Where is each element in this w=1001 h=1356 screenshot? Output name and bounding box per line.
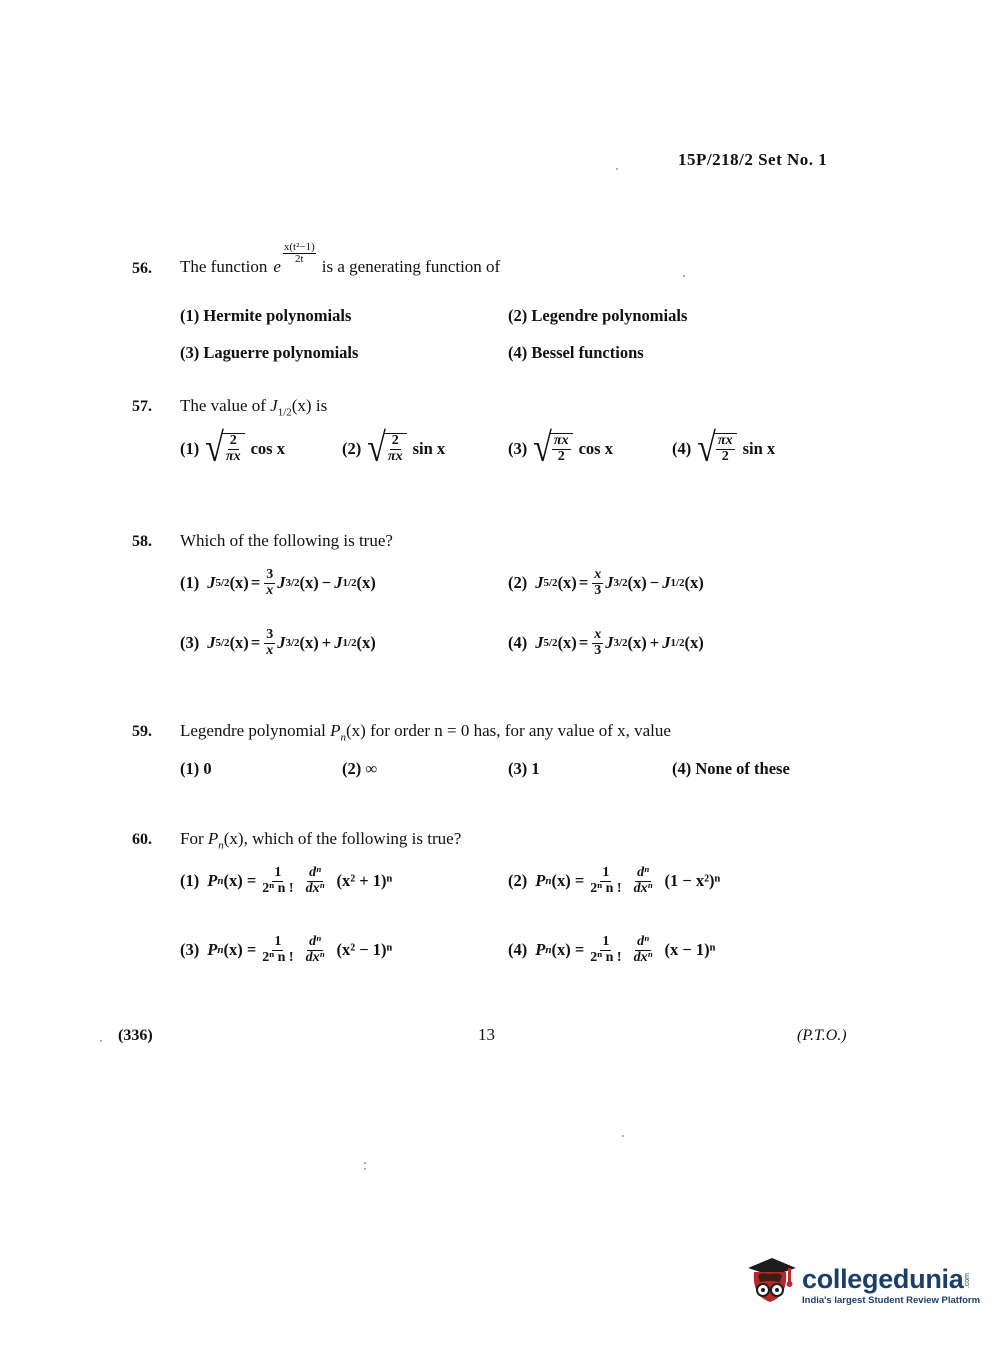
q59-pre: Legendre polynomial: [180, 721, 326, 740]
q60-option-1[interactable]: [180, 866, 392, 896]
q59-option-3[interactable]: (3) 1: [508, 759, 540, 778]
q58-o2-lhs: J: [535, 573, 544, 593]
q58-label-3: (3): [180, 633, 200, 653]
q60-label-4: (4): [508, 940, 528, 960]
q60-o4-lhs-x: (x) =: [551, 940, 585, 960]
q57-o3-num: πx: [553, 433, 569, 449]
q59-px: (x): [346, 721, 366, 740]
q60-post: which of the following is true?: [252, 829, 462, 848]
q57-o3-den: 2: [557, 449, 565, 464]
q58-o2-lhs-sub: 5/2: [543, 577, 558, 590]
q56-option-1[interactable]: (1) Hermite polynomials: [180, 306, 352, 325]
q60-o3-dd: dxⁿ: [305, 949, 325, 965]
q60-number: 60.: [132, 831, 152, 848]
q56-option-4[interactable]: (4) Bessel functions: [508, 343, 644, 362]
q58-o2-lhs-x: (x): [557, 573, 577, 593]
q59-p: P: [330, 721, 341, 740]
q57-o3-sqrt: √ $\frac{\pi x}{2}$: [533, 432, 572, 466]
q58-o3-t2: J: [334, 633, 343, 653]
q56-base: e: [273, 257, 281, 276]
q57-o4-func: sin x: [742, 439, 776, 458]
q57-option-2[interactable]: [342, 426, 446, 471]
q60-o1-lhs-x: (x) =: [223, 871, 257, 891]
pto-note: (P.T.O.): [797, 1027, 847, 1044]
q58-o4-t2: J: [662, 633, 671, 653]
q60-o2-cd: 2ⁿ n !: [590, 880, 622, 896]
q57-number: 57.: [132, 398, 152, 415]
q60-o3-tail: (x² − 1)ⁿ: [336, 940, 393, 960]
booklet-code: (336): [118, 1027, 153, 1044]
q58-option-2[interactable]: [508, 568, 704, 598]
q58-o2-fn: x: [594, 567, 602, 582]
q57-o2-num: 2: [391, 433, 399, 449]
q58-stem: Which of the following is true?: [180, 531, 393, 550]
q60-o3-cd: 2ⁿ n !: [262, 949, 294, 965]
q58-option-1[interactable]: [180, 568, 376, 598]
q58-o1-fd: x: [266, 582, 274, 598]
q58-o4-lhs: J: [535, 633, 544, 653]
q60-o1-dn: dⁿ: [309, 865, 321, 880]
q58-o4-eq: =: [578, 633, 589, 653]
q58-o1-t2: J: [334, 573, 343, 593]
q58-o3-fn: 3: [266, 627, 274, 642]
q58-option-4[interactable]: [508, 628, 704, 658]
q59-psub: n: [340, 731, 347, 744]
q58-o3-lhs: J: [207, 633, 216, 653]
q57-option-4[interactable]: [672, 426, 776, 471]
q60-o1-cn: 1: [274, 865, 282, 880]
q60-option-2[interactable]: [508, 866, 720, 896]
q60-o4-dd: dxⁿ: [633, 949, 653, 965]
q60-o3-dn: dⁿ: [309, 934, 321, 949]
q58-o4-lhs-x: (x): [557, 633, 577, 653]
q56-post: is a generating function of: [321, 257, 501, 276]
q57-o2-func: sin x: [412, 439, 446, 458]
q58-o4-t1-sub: 3/2: [613, 637, 628, 650]
q57-post: is: [315, 396, 328, 415]
q60-o4-cd: 2ⁿ n !: [590, 949, 622, 965]
logo-tagline: India's largest Student Review Platform: [802, 1295, 981, 1306]
q57-label-4: (4): [672, 439, 692, 458]
q60-o1-tail: (x² + 1)ⁿ: [336, 871, 393, 891]
q57-o3-func: cos x: [578, 439, 613, 458]
q57-o2-sqrt: √ $\frac{2}{\pi x}$: [367, 432, 406, 466]
q58-o4-op: +: [649, 633, 660, 653]
q60-o1-dd: dxⁿ: [305, 880, 325, 896]
q57-arg: (x): [291, 396, 312, 415]
q56-exp-num: x(t²−1): [283, 241, 315, 253]
q60-p: P: [207, 829, 219, 848]
q56-exp-den: 2t: [295, 253, 304, 265]
q60-px: (x),: [223, 829, 248, 848]
q58-o3-t2-x: (x): [356, 633, 376, 653]
q57-o1-den: πx: [225, 449, 241, 464]
q58-label-1: (1): [180, 573, 200, 593]
q56-pre: The function: [180, 257, 268, 276]
q60-o4-dn: dⁿ: [637, 934, 649, 949]
q58-o1-op: −: [321, 573, 332, 593]
q60-o3-lhs-sub: n: [217, 944, 224, 957]
q60-o2-lhs: P: [535, 871, 546, 891]
q60-o2-dn: dⁿ: [637, 865, 649, 880]
q58-o1-t1: J: [277, 573, 286, 593]
collegedunia-logo[interactable]: [742, 1252, 980, 1310]
q60-o2-cn: 1: [602, 865, 610, 880]
q58-o3-t1: J: [277, 633, 286, 653]
q58-o2-t2-x: (x): [684, 573, 704, 593]
q57-o1-func: cos x: [250, 439, 285, 458]
q59-number: 59.: [132, 723, 152, 740]
q60-o3-lhs-x: (x) =: [223, 940, 257, 960]
q58-o4-t2-sub: 1/2: [670, 637, 685, 650]
q57-o4-num: πx: [717, 433, 733, 449]
q58-o1-t1-sub: 3/2: [285, 577, 300, 590]
q58-number: 58.: [132, 533, 152, 550]
q57-pre: The value of: [180, 396, 266, 415]
q58-o2-op: −: [649, 573, 660, 593]
q58-o2-t1-sub: 3/2: [613, 577, 628, 590]
q58-o1-lhs: J: [207, 573, 216, 593]
q60-option-4[interactable]: [508, 935, 715, 965]
q57-sub: 1/2: [277, 406, 292, 419]
q60-o2-dd: dxⁿ: [633, 880, 653, 896]
q57-label-2: (2): [342, 439, 362, 458]
q58-o3-eq: =: [250, 633, 261, 653]
q60-o1-lhs-sub: n: [217, 875, 224, 888]
q58-o4-t1-x: (x): [627, 633, 647, 653]
q58-o3-t1-x: (x): [299, 633, 319, 653]
q57-o1-sqrt: √ $\frac{2}{\pi x}$: [205, 432, 244, 466]
q60-o4-lhs-sub: n: [545, 944, 552, 957]
q60-label-2: (2): [508, 871, 528, 891]
q58-o1-eq: =: [250, 573, 261, 593]
q60-label-1: (1): [180, 871, 200, 891]
q58-option-3[interactable]: [180, 628, 376, 658]
q60-o4-lhs: P: [535, 940, 546, 960]
q58-o4-fd: 3: [594, 642, 602, 658]
q58-o3-fd: x: [266, 642, 274, 658]
q58-o2-fd: 3: [594, 582, 602, 598]
q58-o3-t1-sub: 3/2: [285, 637, 300, 650]
q59-option-1[interactable]: (1) 0: [180, 759, 212, 778]
q60-option-3[interactable]: [180, 935, 392, 965]
q58-o1-fn: 3: [266, 567, 274, 582]
q57-o2-den: πx: [387, 449, 403, 464]
q57-o4-den: 2: [721, 449, 729, 464]
q60-o4-tail: (x − 1)ⁿ: [664, 940, 716, 960]
page-number: 13: [478, 1025, 495, 1044]
q58-o4-lhs-sub: 5/2: [543, 637, 558, 650]
q58-o3-op: +: [321, 633, 332, 653]
q57-label-1: (1): [180, 439, 200, 458]
q60-o1-lhs: P: [207, 871, 218, 891]
q60-stem: [180, 829, 461, 851]
q58-o2-t1: J: [605, 573, 614, 593]
q60-psub: n: [218, 839, 224, 852]
q58-o2-t2: J: [662, 573, 671, 593]
q56-option-2[interactable]: (2) Legendre polynomials: [508, 306, 688, 325]
q60-o2-lhs-sub: n: [545, 875, 552, 888]
q58-o1-lhs-sub: 5/2: [215, 577, 230, 590]
q60-o4-cn: 1: [602, 934, 610, 949]
q60-o3-lhs: P: [207, 940, 218, 960]
q57-o4-sqrt: √ $\frac{\pi x}{2}$: [697, 432, 736, 466]
q58-o2-t2-sub: 1/2: [670, 577, 685, 590]
q58-o1-t1-x: (x): [299, 573, 319, 593]
q58-o3-lhs-sub: 5/2: [215, 637, 230, 650]
q58-o4-t2-x: (x): [684, 633, 704, 653]
q58-o4-t1: J: [605, 633, 614, 653]
mascot-icon: [742, 1252, 800, 1310]
q57-func: J: [270, 396, 278, 415]
q56-number: 56.: [132, 260, 152, 277]
q58-o4-fn: x: [594, 627, 602, 642]
q59-stem: [180, 721, 671, 743]
q57-stem: [180, 396, 327, 418]
q58-o1-lhs-x: (x): [229, 573, 249, 593]
q56-exponent: [283, 242, 316, 265]
q58-o3-t2-sub: 1/2: [342, 637, 357, 650]
q60-label-3: (3): [180, 940, 200, 960]
q60-o2-tail: (1 − x²)ⁿ: [664, 871, 721, 891]
q58-o3-lhs-x: (x): [229, 633, 249, 653]
q56-stem: [180, 242, 500, 277]
q57-option-1[interactable]: [180, 426, 285, 471]
q58-o1-t2-sub: 1/2: [342, 577, 357, 590]
q60-pre: For: [180, 829, 204, 848]
q59-option-2[interactable]: (2) ∞: [342, 759, 378, 778]
q58-o2-eq: =: [578, 573, 589, 593]
q58-label-4: (4): [508, 633, 528, 653]
q57-label-3: (3): [508, 439, 528, 458]
q57-option-3[interactable]: [508, 426, 613, 471]
q60-o1-cd: 2ⁿ n !: [262, 880, 294, 896]
q58-o2-t1-x: (x): [627, 573, 647, 593]
paper-code: 15P/218/2 Set No. 1: [678, 150, 828, 169]
q60-o2-lhs-x: (x) =: [551, 871, 585, 891]
q57-o1-num: 2: [229, 433, 237, 449]
logo-com: .com: [964, 1272, 972, 1288]
q56-option-3[interactable]: (3) Laguerre polynomials: [180, 343, 359, 362]
q60-o3-cn: 1: [274, 934, 282, 949]
q58-label-2: (2): [508, 573, 528, 593]
q59-option-4[interactable]: (4) None of these: [672, 759, 790, 778]
q59-post: for order n = 0 has, for any value of x, value: [370, 721, 671, 740]
q58-o1-t2-x: (x): [356, 573, 376, 593]
logo-wordmark: collegedunia: [802, 1264, 964, 1294]
